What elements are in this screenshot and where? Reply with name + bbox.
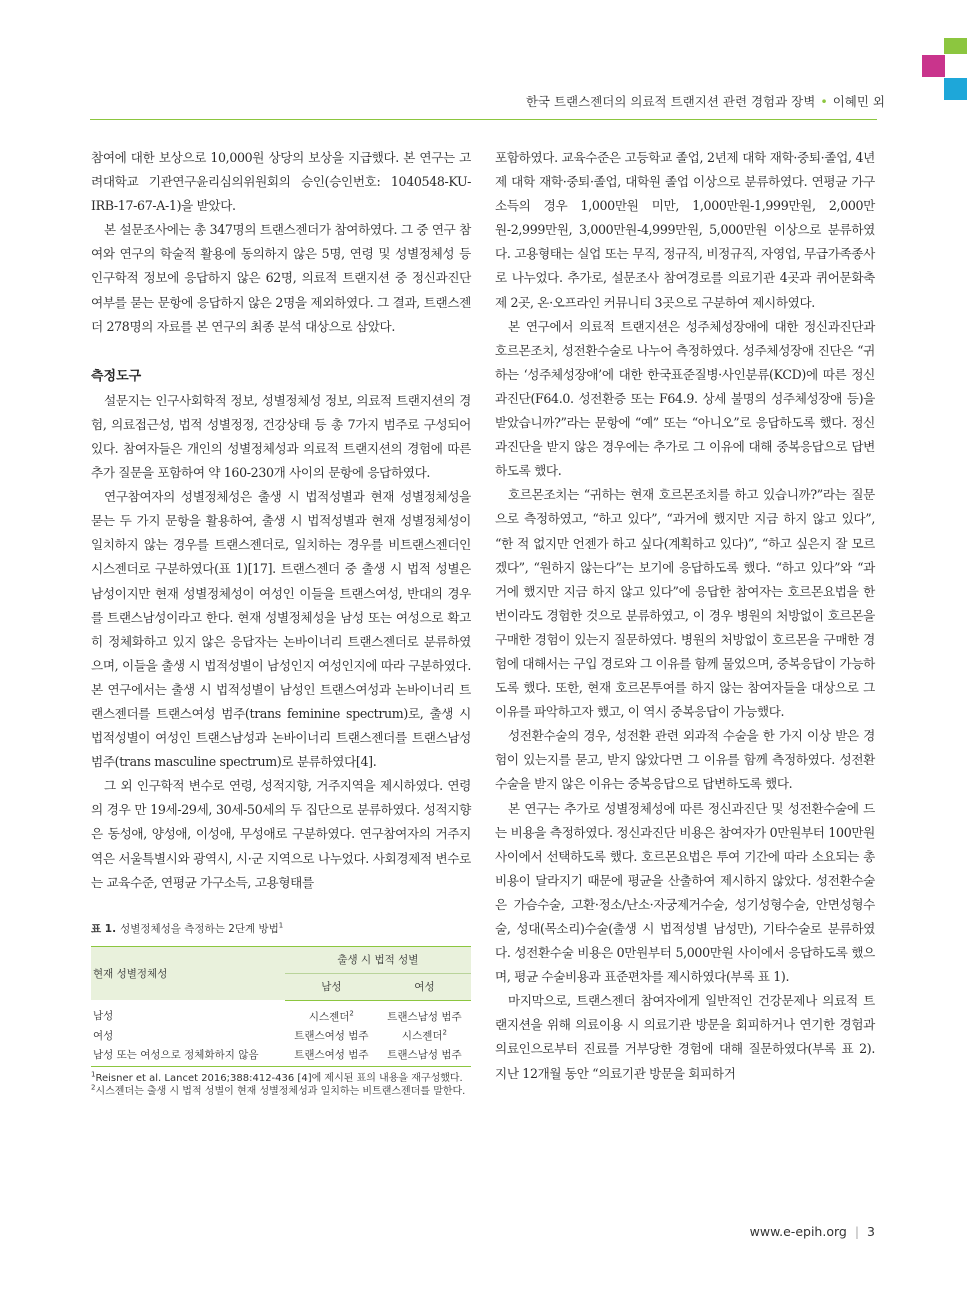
paragraph: 그 외 인구학적 변수로 연령, 성적지향, 거주지역을 제시하였다. 연령의 경우 만 19세-29세, 30세-50세의 두 집단으로 분류하였다. 성적지향은 동성애, 양성애, 이성애, 무성애로 구분하였다. 연구참여자의 거주지역은 서울특별시와 광역시, 시·군 지역으로 나누었다. 사회경제적 변수로는 교육수준, 연평균 가구소득, 고용형태를 <box>91 778 471 890</box>
cell-female: 트랜스남성 범주 <box>378 1045 471 1067</box>
paragraph: 호르몬조치는 “귀하는 현재 호르몬조치를 하고 있습니까?”라는 질문으로 측정하였고, “하고 있다”, “과거에 했지만 지금 하지 않고 있다”, “한 적 없지만 언젠가 하고 싶다(계획하고 있다)”, “하고 싶은지 잘 모르겠다”, “원하지 않는다”는 보기에 응답하도록 했다. “하고 있다”와 “과거에 했지만 지금 하지 않고 있다”에 응답한 참여자는 호르몬요법을 한 번이라도 경험한 것으로 분류하였고, 이 경우 병원의 처방없이 호르몬을 구매한 경험이 있는지 질문하였다. 병원의 처방없이 호르몬을 구매한 경험에 대해서는 구입 경로와 그 이유를 함께 물었으며, 중복응답이 가능하도록 했다. 또한, 현재 호르몬투여를 하지 않는 참여자들을 대상으로 그 이유를 파악하고자 했고, 이 역시 중복응답이 가능했다. <box>495 487 875 720</box>
header-rule <box>90 119 877 120</box>
right-column <box>495 146 875 1086</box>
col-header-current-identity: 현재 성별정체성 <box>91 946 285 1000</box>
left-column <box>91 146 471 1098</box>
cell-male: 트랜스여성 범주 <box>294 1029 369 1042</box>
running-title: 한국 트랜스젠더의 의료적 트랜지션 관련 경험과 장벽 <box>525 94 816 109</box>
table-caption-sup: 1 <box>278 921 284 930</box>
page-footer <box>750 1224 875 1239</box>
paragraph: 마지막으로, 트랜스젠더 참여자에게 일반적인 건강문제나 의료적 트랜지션을 위해 의료이용 시 의료기관 방문을 회피하거나 연기한 경험과 의료인으로부터 진료를 거부당한 경험에 대해 질문하였다(부록 표 2). 지난 12개월 동안 “의료기관 방문을 회피하거 <box>495 993 875 1081</box>
cell-male: 트랜스여성 범주 <box>285 1045 378 1067</box>
table-row <box>91 1000 471 1026</box>
decor-square-blue <box>944 78 967 100</box>
page-number: 3 <box>867 1224 875 1239</box>
table-label: 표 1. <box>91 922 117 935</box>
cell-female: 트랜스남성 범주 <box>387 1010 462 1023</box>
journal-url-link[interactable]: www.e-epih.org <box>749 1224 847 1239</box>
table-row <box>91 1026 471 1045</box>
table-footnote-1: $^1$Reisner et al. Lancet 2016;388:412-436 [4]에 제시된 표의 내용을 재구성했다. <box>91 1070 463 1084</box>
paragraph: 성전환수술의 경우, 성전환 관련 외과적 수술을 한 가지 이상 받은 경험이 있는지를 묻고, 받지 않았다면 그 이유를 함께 측정하였다. 성전환수술을 받지 않은 이유는 중복응답으로 답변하도록 했다. <box>495 728 875 792</box>
footer-separator: | <box>854 1224 860 1239</box>
cell-male: 시스젠더$^2$ <box>308 1009 354 1023</box>
col-header-female: 여성 <box>378 973 471 1000</box>
paragraph: 연구참여자의 성별정체성은 출생 시 법적성별과 현재 성별정체성을 묻는 두 가지 문항을 활용하여, 출생 시 법적성별과 현재 성별정체성이 일치하지 않는 경우를 트랜스젠더로, 일치하는 경우를 비트랜스젠더인 시스젠더로 구분하였다(표 1)[17]. 트랜스젠더 중 출생 시 법적 성별은 남성이지만 현재 성별정체성이 여성인 이들을 트랜스여성, 반대의 경우를 트랜스남성이라고 한다. 현재 성별정체성을 남성 또는 여성으로 확고히 정체화하고 있지 않은 응답자는 논바이너리 트랜스젠더로 분류하였으며, 이들을 출생 시 법적성별이 남성인지 여성인지에 따라 구분하였다. 본 연구에서는 출생 시 법적성별이 남성인 트랜스여성과 논바이너리 트랜스젠더를 트랜스여성 범주(trans feminine spectrum)로, 출생 시 법적성별이 여성인 트랜스남성과 논바이너리 트랜스젠더를 트랜스남성 범주(trans masculine spectrum)로 분류하였다[4]. <box>91 489 471 770</box>
table-footnote-2: $^2$시스젠더는 출생 시 법적 성별이 현재 성별정체성과 일치하는 비트랜스젠더를 말한다. <box>91 1083 466 1097</box>
paragraph: 본 연구에서 의료적 트랜지션은 성주체성장애에 대한 정신과진단과 호르몬조치, 성전환수술로 나누어 측정하였다. 성주체성장애 진단은 “귀하는 ‘성주체성장애’에 대한 한국표준질병·사인분류(KCD)에 따른 정신과진단(F64.0. 성전환증 또는 F64.9. 상세 불명의 성주체성장애 등)을 받았습니까?”라는 문항에 “예” 또는 “아니오”로 응답하도록 했다. 정신과진단을 받지 않은 경우에는 추가로 그 이유에 대해 중복응답으로 답변하도록 했다. <box>495 318 875 479</box>
col-header-male: 남성 <box>285 973 378 1000</box>
paragraph: 포함하였다. 교육수준은 고등학교 졸업, 2년제 대학 재학·중퇴·졸업, 4년제 대학 재학·중퇴·졸업, 대학원 졸업 이상으로 분류하였다. 연평균 가구소득의 경우 1,000만원 미만, 1,000만원-1,999만원, 2,000만원-2,999만원, 3,000만원-4,999만원, 5,000만원 이상으로 분류하였다. 고용형태는 실업 또는 무직, 정규직, 비정규직, 자영업, 무급가족종사로 나누었다. 추가로, 설문조사 참여경로를 의료기관 4곳과 퀴어문화축제 2곳, 온·오프라인 커뮤니티 3곳으로 구분하여 제시하였다. <box>495 150 875 310</box>
table-caption-text: 성별정체성을 측정하는 2단계 방법 <box>120 922 279 935</box>
running-header <box>526 92 885 110</box>
paragraph: 설문지는 인구사회학적 정보, 성별정체성 정보, 의료적 트랜지션의 경험, 의료접근성, 법적 성별정정, 건강상태 등 총 7가지 범주로 구성되어 있다. 참여자들은 개인의 성별정체성과 의료적 트랜지션의 경험에 따른 추가 질문을 포함하여 약 160-230개 사이의 문항에 응답하였다. <box>91 392 471 481</box>
cell-identity: 남성 <box>93 1010 114 1023</box>
cell-identity: 남성 또는 여성으로 정체화하지 않음 <box>91 1045 285 1067</box>
col-header-birth-sex: 출생 시 법적 성별 <box>285 946 471 973</box>
paragraph: 참여에 대한 보상으로 10,000원 상당의 보상을 지급했다. 본 연구는 고려대학교 기관연구윤리심의위원회의 승인(승인번호: 1040548-KU-IRB-17-67-A-1)을 받았다. <box>91 150 471 214</box>
decor-square-magenta <box>922 55 945 77</box>
table-caption <box>91 921 471 936</box>
table-row <box>91 1045 471 1067</box>
decor-square-green <box>944 38 967 54</box>
cell-female: 시스젠더$^2$ <box>401 1028 447 1042</box>
paragraph: 본 설문조사에는 총 347명의 트랜스젠더가 참여하였다. 그 중 연구 참여와 연구의 학술적 활용에 동의하지 않은 5명, 연령 및 성별정체성 등 인구학적 정보에 응답하지 않은 62명, 의료적 트랜지션 중 정신과진단 여부를 묻는 문항에 응답하지 않은 2명을 제외하였다. 그 결과, 트랜스젠더 278명의 자료를 본 연구의 최종 분석 대상으로 삼았다. <box>91 222 471 334</box>
running-authors: 이혜민 외 <box>832 94 885 109</box>
gender-identity-table <box>91 946 471 1067</box>
cell-identity: 여성 <box>93 1029 114 1042</box>
paragraph: 본 연구는 추가로 성별정체성에 따른 정신과진단 및 성전환수술에 드는 비용을 측정하였다. 정신과진단 비용은 참여자가 0만원부터 100만원 사이에서 선택하도록 했다. 호르몬요법은 투여 기간에 따라 소요되는 총 비용이 달라지기 때문에 평균을 산출하여 제시하지 않았다. 성전환수술은 가슴수술, 고환·정소/난소·자궁제거수술, 성기성형수술, 안면성형수술, 성대(목소리)수술(출생 시 법적성별 남성만), 기타수술로 분류하였다. 성전환수술 비용은 0만원부터 5,000만원 사이에서 응답하도록 했으며, 평균 수술비용과 표준편차를 제시하였다(부록 표 1). <box>495 800 875 985</box>
header-bullet: • <box>820 94 828 109</box>
section-heading-measures: 측정도구 <box>91 368 142 384</box>
